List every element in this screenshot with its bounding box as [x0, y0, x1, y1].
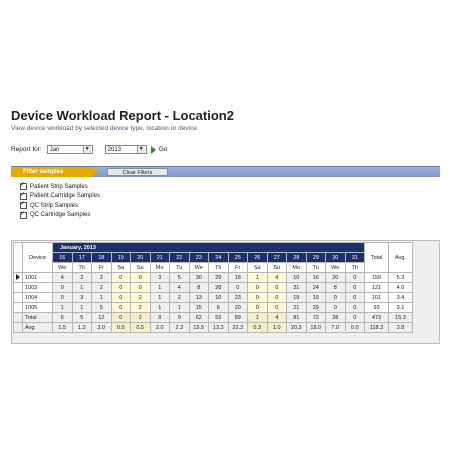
row-average: 15.3	[389, 313, 413, 323]
cell-value: 0.0	[111, 323, 131, 333]
row-average: 3.1	[389, 303, 413, 313]
row-average: 3.4	[389, 293, 413, 303]
cell-value: 28	[326, 313, 346, 323]
cell-value: 12	[92, 313, 112, 323]
workload-grid	[11, 240, 440, 344]
cell-value: 4	[267, 313, 287, 323]
cell-value: 81	[287, 313, 307, 323]
month-value: Jan	[49, 146, 60, 153]
cell-value: 0	[111, 273, 131, 283]
day-name: Th	[72, 263, 92, 273]
row-average: 5.3	[389, 273, 413, 283]
cell-value: 0	[267, 293, 287, 303]
filter-label: QC Strip Samples	[30, 202, 79, 209]
cell-value: 1	[150, 303, 170, 313]
cell-value: 2	[92, 273, 112, 283]
cell-value: 0	[248, 293, 268, 303]
month-header-row	[14, 243, 413, 253]
workload-table	[13, 242, 413, 333]
day-name: We	[189, 263, 209, 273]
day-number[interactable]: 29	[306, 253, 326, 263]
row-selector[interactable]	[14, 323, 23, 333]
day-number[interactable]: 22	[170, 253, 190, 263]
cell-value: 3.0	[92, 323, 112, 333]
filter-label: QC Cartridge Samples	[30, 212, 91, 219]
cell-value: 6	[209, 303, 229, 313]
filter-samples-tab[interactable]: Filter samples	[11, 167, 91, 177]
cell-value: 20	[326, 273, 346, 283]
cell-value: 0	[131, 283, 151, 293]
table-row[interactable]	[14, 293, 413, 303]
day-name-row	[14, 263, 413, 273]
cell-value: 1.3	[72, 323, 92, 333]
cell-value: 1	[53, 303, 73, 313]
cell-value: 1	[92, 293, 112, 303]
row-selector[interactable]	[14, 293, 23, 303]
cell-value: 89	[228, 313, 248, 323]
cell-value: 1	[72, 303, 92, 313]
day-number[interactable]: 16	[53, 253, 73, 263]
filter-label: Patient Strip Samples	[30, 183, 88, 190]
filter-label: Patient Cartridge Samples	[30, 193, 101, 200]
day-name: Su	[267, 263, 287, 273]
total-row[interactable]	[14, 313, 413, 323]
cell-value: 0	[345, 313, 365, 323]
cell-value: 18.0	[306, 323, 326, 333]
row-label: 1003	[23, 283, 53, 293]
table-row[interactable]	[14, 273, 413, 283]
day-number[interactable]: 21	[150, 253, 170, 263]
table-row[interactable]	[14, 303, 413, 313]
cell-value: 30	[189, 273, 209, 283]
day-number-row	[14, 253, 413, 263]
cell-value: 1	[248, 273, 268, 283]
cell-value: 62	[189, 313, 209, 323]
cell-value: 0.3	[248, 323, 268, 333]
year-select[interactable]	[105, 145, 147, 154]
filter-bar	[11, 166, 440, 177]
day-name: We	[326, 263, 346, 273]
go-arrow-icon[interactable]	[151, 146, 156, 154]
checkbox[interactable]	[20, 202, 27, 209]
cell-value: 2.3	[170, 323, 190, 333]
cell-value: 5	[92, 303, 112, 313]
row-total: 93	[365, 303, 389, 313]
cell-value: 29	[209, 273, 229, 283]
current-row-pointer-icon	[16, 274, 20, 280]
cell-value: 9	[170, 313, 190, 323]
day-name: We	[53, 263, 73, 273]
cell-value: 10	[209, 293, 229, 303]
row-label: 1001	[23, 273, 53, 283]
day-name: Th	[209, 263, 229, 273]
row-label: 1004	[23, 293, 53, 303]
day-number[interactable]: 23	[189, 253, 209, 263]
report-for-label: Report for:	[11, 146, 42, 153]
cell-value: 4	[170, 283, 190, 293]
row-selector-header	[14, 243, 23, 273]
day-number[interactable]: 28	[287, 253, 307, 263]
cell-value: 0	[228, 283, 248, 293]
filter-item[interactable]	[20, 182, 100, 192]
cell-value: 3	[150, 273, 170, 283]
cell-value: 1	[248, 313, 268, 323]
row-selector[interactable]	[14, 303, 23, 313]
cell-value: 15	[189, 303, 209, 313]
day-name: Th	[345, 263, 365, 273]
cell-value: 7.0	[326, 323, 346, 333]
cell-value: 1.5	[53, 323, 73, 333]
cell-value: 5	[72, 313, 92, 323]
month-header: January, 2013	[53, 243, 365, 253]
row-total: 121	[365, 283, 389, 293]
cell-value: 22.3	[228, 323, 248, 333]
filter-list	[20, 182, 100, 220]
day-number[interactable]: 26	[248, 253, 268, 263]
year-value: 2013	[107, 146, 122, 153]
cell-value: 0	[111, 283, 131, 293]
day-number[interactable]: 31	[345, 253, 365, 263]
checkbox[interactable]	[20, 193, 27, 200]
row-selector[interactable]	[14, 283, 23, 293]
row-label: 1005	[23, 303, 53, 313]
cell-value: 0	[326, 293, 346, 303]
cell-value: 28	[209, 283, 229, 293]
cell-value: 2	[131, 303, 151, 313]
cell-value: 72	[306, 313, 326, 323]
cell-value: 0	[326, 303, 346, 313]
cell-value: 0	[345, 293, 365, 303]
day-number[interactable]: 19	[111, 253, 131, 263]
day-number[interactable]: 20	[131, 253, 151, 263]
checkbox[interactable]	[20, 212, 27, 219]
day-name: Mo	[287, 263, 307, 273]
cell-value: 8	[326, 283, 346, 293]
cell-value: 19	[306, 293, 326, 303]
device-header[interactable]: Device	[23, 243, 53, 273]
chevron-down-icon: ▼	[83, 146, 91, 153]
cell-value: 2.0	[150, 323, 170, 333]
cell-value: 5	[170, 273, 190, 283]
cell-value: 2	[170, 293, 190, 303]
cell-value: 0.5	[131, 323, 151, 333]
cell-value: 20.3	[287, 323, 307, 333]
cell-value: 21	[287, 303, 307, 313]
cell-value: 2	[131, 293, 151, 303]
day-name: Tu	[306, 263, 326, 273]
go-button[interactable]: Go	[158, 146, 168, 153]
cell-value: 15.5	[189, 323, 209, 333]
day-name: Sa	[111, 263, 131, 273]
cell-value: 53	[209, 313, 229, 323]
cell-value: 19	[287, 293, 307, 303]
total-header[interactable]: Total	[365, 243, 389, 273]
cell-value: 3	[72, 293, 92, 303]
cell-value: 0	[53, 283, 73, 293]
cell-value: 23	[228, 293, 248, 303]
row-label: Avg.	[23, 323, 53, 333]
day-number[interactable]: 27	[267, 253, 287, 263]
cell-value: 0	[111, 303, 131, 313]
cell-value: 0	[267, 303, 287, 313]
day-number[interactable]: 18	[92, 253, 112, 263]
cell-value: 0	[111, 313, 131, 323]
avg-header[interactable]: Avg.	[389, 243, 413, 273]
day-number[interactable]: 17	[72, 253, 92, 263]
day-name: Tu	[170, 263, 190, 273]
cell-value: 0	[345, 303, 365, 313]
cell-value: 8	[189, 283, 209, 293]
day-number[interactable]: 25	[228, 253, 248, 263]
day-name: Fr	[228, 263, 248, 273]
cell-value: 6	[53, 313, 73, 323]
cell-value: 2	[131, 313, 151, 323]
day-name: Fr	[92, 263, 112, 273]
cell-value: 0	[248, 283, 268, 293]
cell-value: 1.0	[267, 323, 287, 333]
row-total: 118.3	[365, 323, 389, 333]
row-total: 159	[365, 273, 389, 283]
cell-value: 8	[150, 313, 170, 323]
row-selector[interactable]	[14, 273, 23, 283]
page-subtitle: View device workload by selected device type, location or device.	[11, 125, 199, 132]
row-label: Total	[23, 313, 53, 323]
page-title: Device Workload Report - Location2	[11, 108, 234, 123]
row-total: 473	[365, 313, 389, 323]
row-average: 3.8	[389, 323, 413, 333]
cell-value: 2	[72, 273, 92, 283]
checkbox[interactable]	[20, 183, 27, 190]
cell-value: 13	[189, 293, 209, 303]
filter-item[interactable]	[20, 211, 100, 221]
cell-value: 4	[53, 273, 73, 283]
month-select[interactable]	[47, 145, 93, 154]
cell-value: 0	[267, 283, 287, 293]
cell-value: 13.3	[209, 323, 229, 333]
cell-value: 1	[150, 283, 170, 293]
cell-value: 24	[306, 283, 326, 293]
cell-value: 0	[345, 273, 365, 283]
day-name: Mo	[150, 263, 170, 273]
chevron-down-icon: ▼	[137, 146, 145, 153]
day-name: Sa	[248, 263, 268, 273]
cell-value: 29	[306, 303, 326, 313]
cell-value: 4	[267, 273, 287, 283]
clear-filters-button[interactable]: Clear Filters	[107, 168, 168, 176]
row-selector[interactable]	[14, 313, 23, 323]
cell-value: 0	[53, 293, 73, 303]
cell-value: 0.0	[345, 323, 365, 333]
cell-value: 1	[170, 303, 190, 313]
cell-value: 0	[131, 273, 151, 283]
average-row[interactable]	[14, 323, 413, 333]
row-total: 101	[365, 293, 389, 303]
cell-value: 1	[72, 283, 92, 293]
table-row[interactable]	[14, 283, 413, 293]
cell-value: 0	[111, 293, 131, 303]
cell-value: 2	[92, 283, 112, 293]
cell-value: 16	[306, 273, 326, 283]
filter-item[interactable]	[20, 192, 100, 202]
day-name: Su	[131, 263, 151, 273]
day-number[interactable]: 30	[326, 253, 346, 263]
cell-value: 10	[287, 273, 307, 283]
cell-value: 1	[150, 293, 170, 303]
cell-value: 31	[287, 283, 307, 293]
filter-item[interactable]	[20, 201, 100, 211]
cell-value: 18	[228, 273, 248, 283]
day-number[interactable]: 24	[209, 253, 229, 263]
row-average: 4.0	[389, 283, 413, 293]
cell-value: 0	[248, 303, 268, 313]
cell-value: 20	[228, 303, 248, 313]
report-for-row	[11, 144, 167, 155]
cell-value: 0	[345, 283, 365, 293]
